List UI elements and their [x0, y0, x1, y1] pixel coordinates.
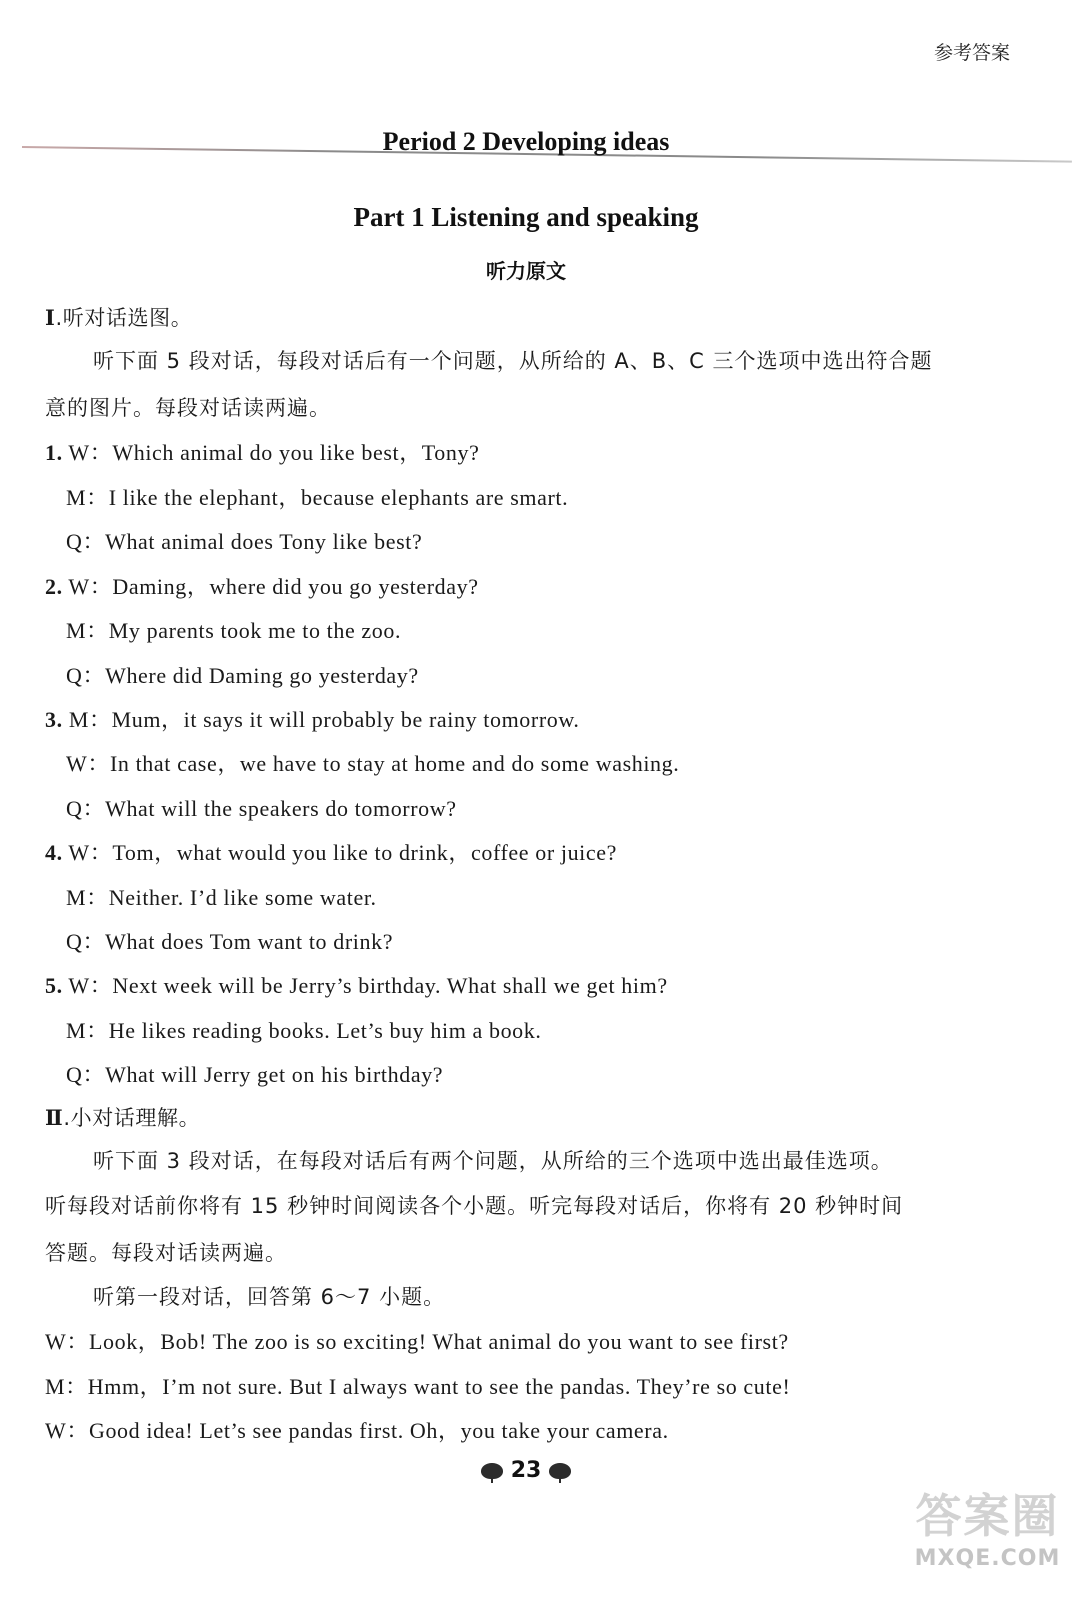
section2-instruction-3: 答题。每段对话读两遍。 — [45, 1241, 287, 1265]
section2-heading — [45, 1102, 200, 1132]
dialogue-5-line-2: M：He likes reading books. Let’s buy him a book. — [66, 1018, 542, 1043]
dialogue-3-line-1 — [45, 703, 580, 734]
section1-heading — [45, 302, 192, 332]
dialogue-number: 1. — [45, 440, 63, 465]
section2-dialogue-line-2: M：Hmm，I’m not sure. But I always want to see the pandas. They’re so cute! — [45, 1374, 791, 1399]
dialogue-text: W：Next week will be Jerry’s birthday. What shall we get him? — [68, 973, 668, 998]
section1-roman: Ⅰ — [45, 305, 56, 330]
dialogue-number: 4. — [45, 840, 63, 865]
section1-instruction-2: 意的图片。每段对话读两遍。 — [45, 396, 331, 420]
dialogue-4-line-2: M：Neither. I’d like some water. — [66, 885, 377, 910]
dialogue-3-line-2: W：In that case，we have to stay at home and do some washing. — [66, 751, 680, 776]
dialogue-2-line-2: M：My parents took me to the zoo. — [66, 618, 402, 643]
period-title: Period 2 Developing ideas — [382, 127, 670, 156]
page-number: 23 — [510, 1458, 542, 1483]
first-dialogue-note: 听第一段对话，回答第 6～7 小题。 — [93, 1285, 446, 1309]
section1-instruction-1: 听下面 5 段对话，每段对话后有一个问题，从所给的 A、B、C 三个选项中选出符合题 — [93, 349, 933, 373]
dialogue-2-line-1 — [45, 570, 479, 601]
watermark-title: 答案圈 — [915, 1489, 1060, 1543]
section2-roman: Ⅱ — [45, 1105, 64, 1130]
header-label: 参考答案 — [933, 42, 1010, 64]
part-title: Part 1 Listening and speaking — [353, 202, 699, 232]
dialogue-text: W：Daming，where did you go yesterday? — [68, 574, 479, 599]
dialogue-number: 5. — [45, 973, 63, 998]
dialogue-3-line-3: Q：What will the speakers do tomorrow? — [66, 796, 457, 821]
dialogue-text: M：Mum，it says it will probably be rainy tomorrow. — [68, 707, 580, 732]
dialogue-4-line-1 — [45, 836, 617, 867]
section2-dialogue-line-1: W：Look，Bob! The zoo is so exciting! What animal do you want to see first? — [45, 1329, 789, 1354]
dialogue-1-line-3: Q：What animal does Tony like best? — [66, 529, 423, 554]
leaf-icon — [549, 1463, 571, 1479]
dialogue-number: 2. — [45, 574, 63, 599]
dialogue-number: 3. — [45, 707, 63, 732]
dialogue-5-line-1 — [45, 969, 668, 1000]
dialogue-5-line-3: Q：What will Jerry get on his birthday? — [66, 1062, 444, 1087]
leaf-icon — [481, 1463, 503, 1479]
section1-heading-text: .听对话选图。 — [55, 306, 193, 330]
dialogue-text: W：Which animal do you like best，Tony? — [68, 440, 480, 465]
dialogue-1-line-1 — [45, 436, 479, 467]
subtitle: 听力原文 — [486, 259, 566, 283]
dialogue-text: W：Tom，what would you like to drink，coffee or juice? — [68, 840, 617, 865]
section2-dialogue-line-3: W：Good idea! Let’s see pandas first. Oh，you take your camera. — [45, 1418, 669, 1443]
section2-instruction-2: 听每段对话前你将有 15 秒钟时间阅读各个小题。听完每段对话后，你将有 20 秒钟时间 — [45, 1194, 904, 1218]
dialogue-2-line-3: Q：Where did Daming go yesterday? — [66, 663, 419, 688]
watermark-logo — [895, 1480, 1080, 1580]
dialogue-1-line-2: M：I like the elephant，because elephants are smart. — [66, 485, 569, 510]
section2-heading-text: .小对话理解。 — [63, 1106, 201, 1130]
dialogue-4-line-3: Q：What does Tom want to drink? — [66, 929, 394, 954]
watermark-domain: MXQE.COM — [914, 1546, 1061, 1571]
section2-instruction-1: 听下面 3 段对话，在每段对话后有两个问题，从所给的三个选项中选出最佳选项。 — [93, 1149, 893, 1173]
